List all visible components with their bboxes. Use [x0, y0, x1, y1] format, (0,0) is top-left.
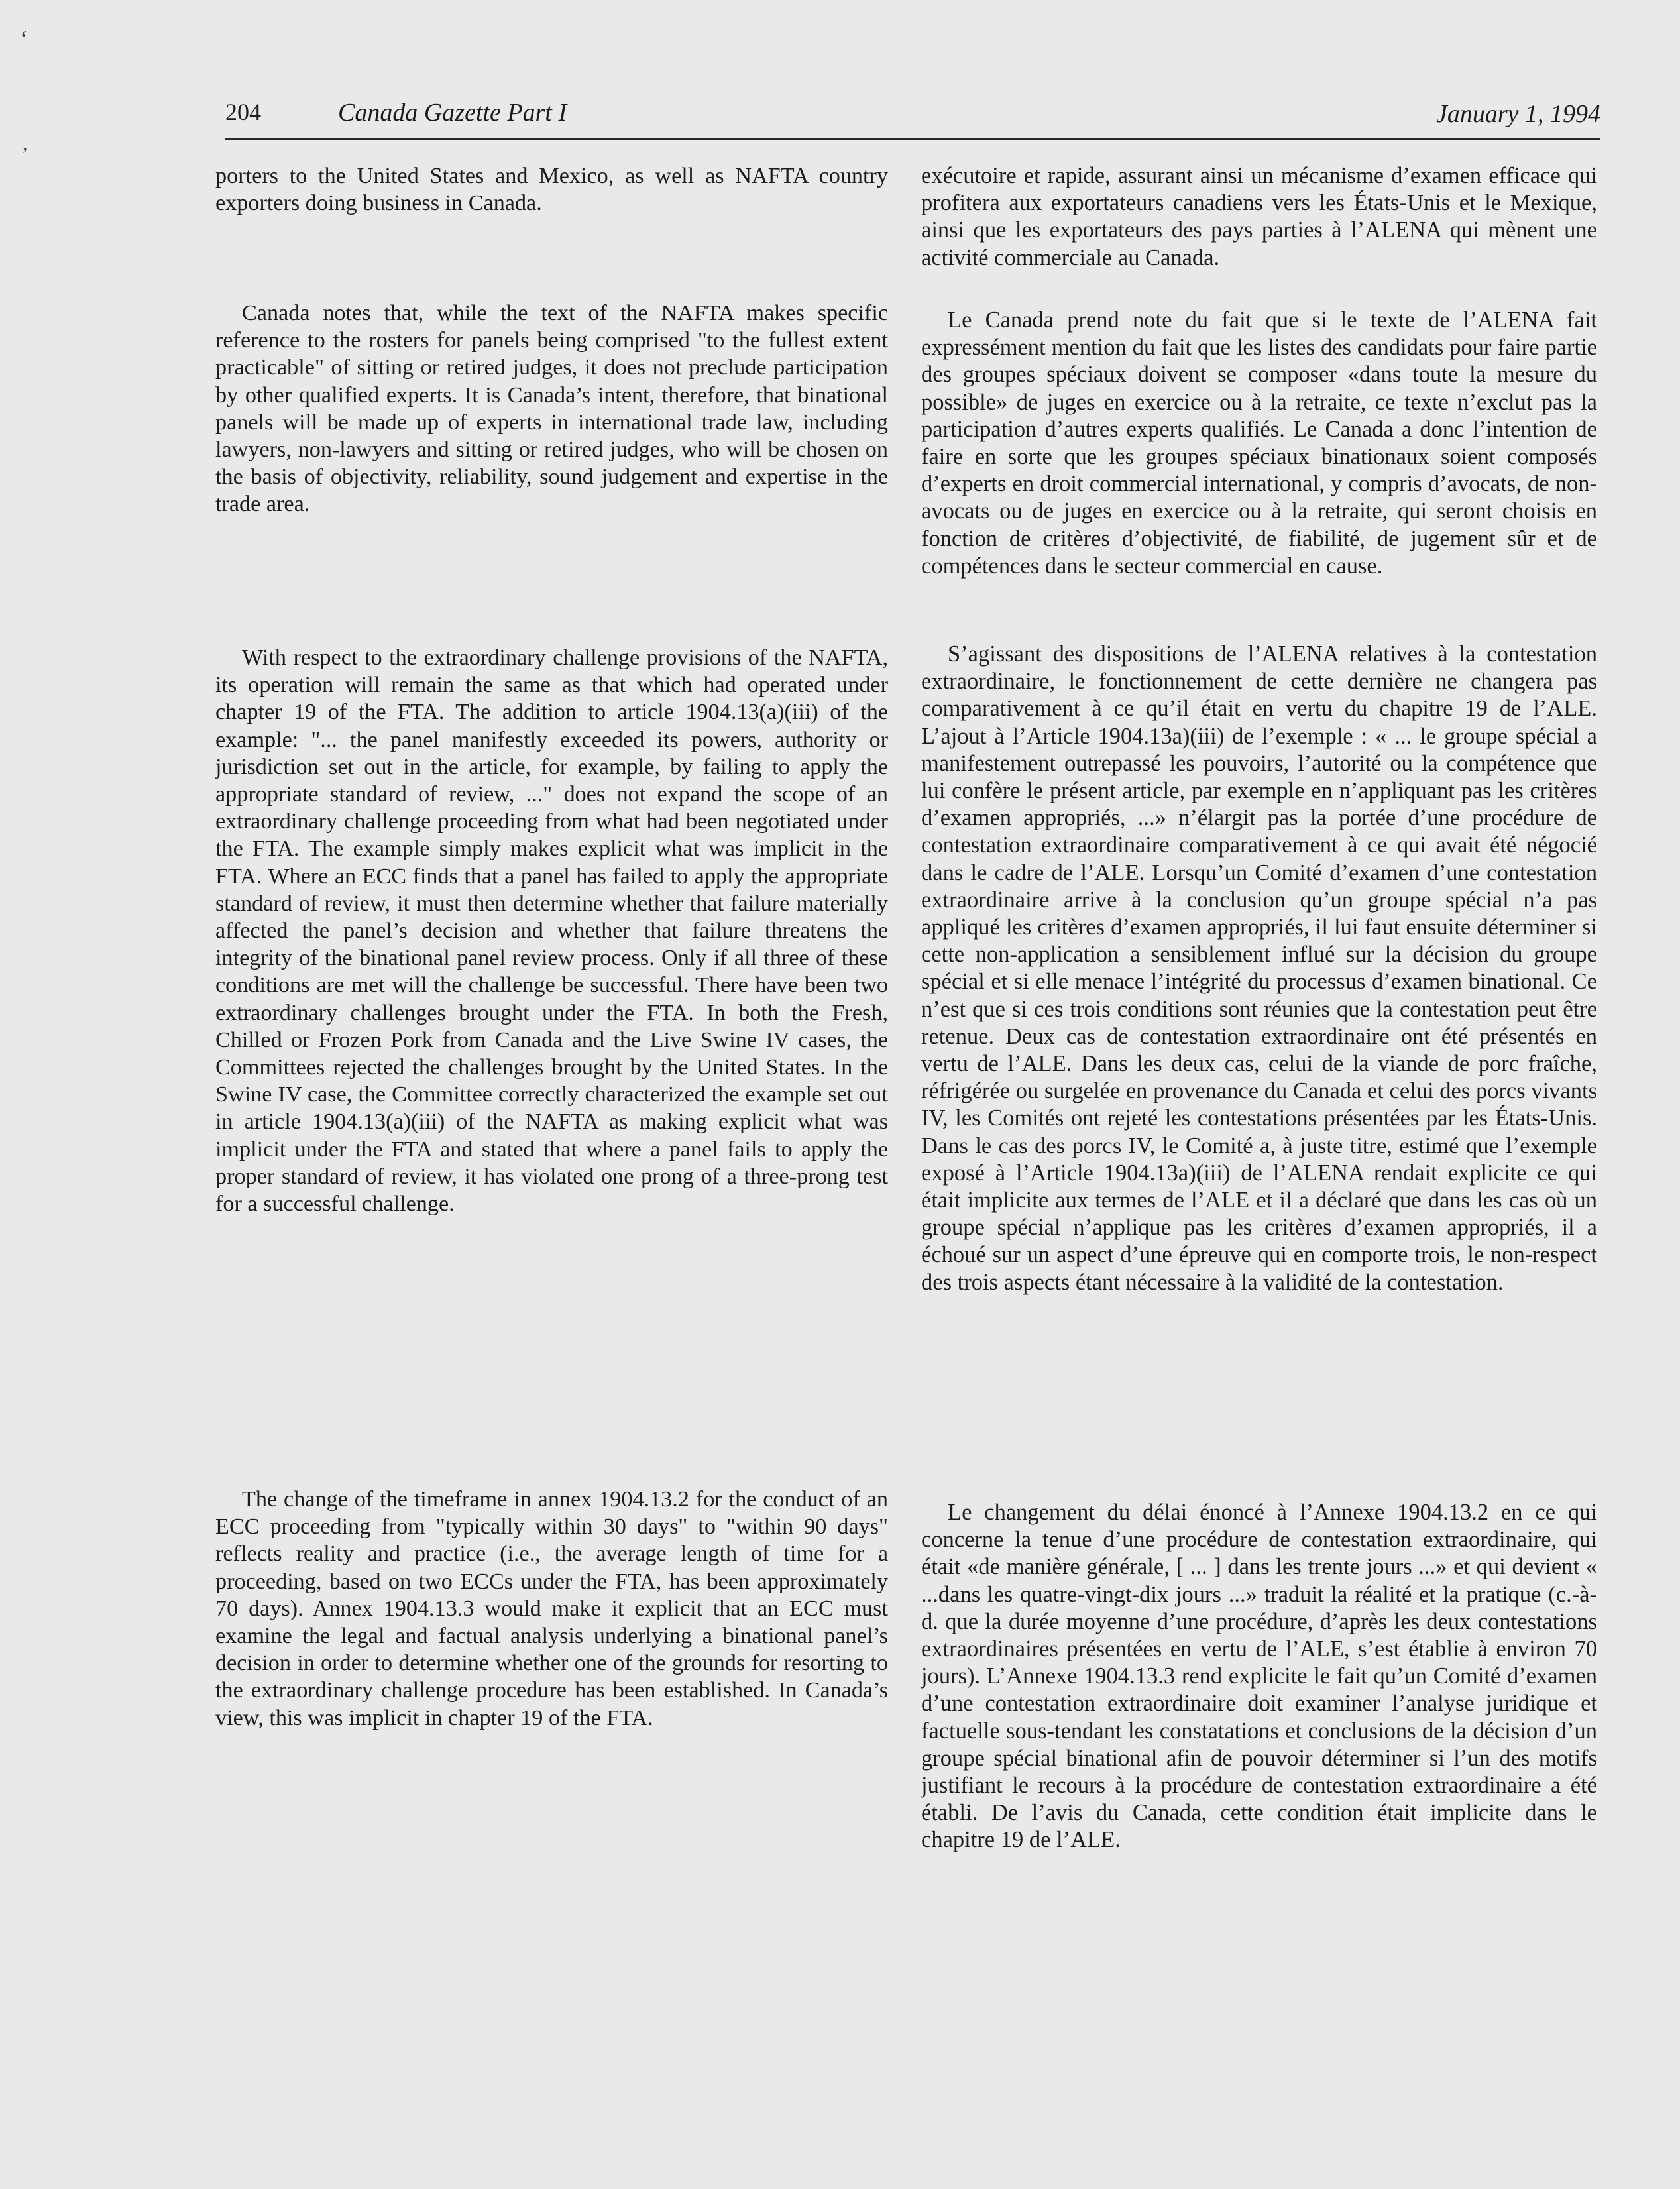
- french-paragraph-4: Le changement du délai énoncé à l’Annexe 1904.13.2 en ce qui concerne la tenue d’une procédure de contestation extraordinaire, qui était «de manière générale, [ ... ] dans les trente jours ...» et qui devient « ...dans les quatre-vingt-dix jours ...» traduit la réalité et la pratique (c.-à-d. que la durée moyenne d’une procédure, d’après les deux contestations extraordinaires présentées en vertu de l’ALE, s’est établie à environ 70 jours). L’Annexe 1904.13.3 rend explicite le fait qu’un Comité d’examen d’une contestation extraordinaire doit examiner l’analyse juridique et factuelle sous-tendant les constatations et conclusions de la décision d’un groupe spécial binational afin de pouvoir déterminer si l’un des motifs justifiant le recours à la procédure de contestation extraordinaire a été établi. De l’avis du Canada, cette condition était implicite dans le chapitre 19 de l’ALE.: [921, 1500, 1597, 1853]
- scan-mark-top: ‘: [20, 26, 28, 52]
- english-paragraph-4: The change of the timeframe in annex 1904.13.2 for the conduct of an ECC proceeding from "typically within 30 days" to "within 90 days" reflects reality and practice (i.e., the average length of time for a proceeding, based on two ECCs under the FTA, has been approximately 70 days). Annex 1904.13.3 would make it explicit that an ECC must examine the legal and factual analysis underlying a binational panel’s decision in order to determine whether one of the grounds for resorting to the extraordinary challenge procedure has been established. In Canada’s view, this was implicit in chapter 19 of the FTA.: [215, 1487, 888, 1730]
- english-paragraph-1: porters to the United States and Mexico, as well as NAFTA country exporters doing business in Canada.: [215, 164, 888, 216]
- french-paragraph-1: exécutoire et rapide, assurant ainsi un mécanisme d’examen efficace qui profitera aux exportateurs canadiens vers les États-Unis et le Mexique, ainsi que les exportateurs des pays parties à l’ALENA qui mènent une activité commerciale au Canada.: [921, 163, 1597, 270]
- page-number: 204: [225, 99, 261, 125]
- english-paragraph-2: Canada notes that, while the text of the NAFTA makes specific reference to the rosters for panels being comprised "to the fullest extent practicable" of sitting or retired judges, it does not preclude participation by other qualified experts. It is Canada’s intent, therefore, that binational panels will be made up of experts in international trade law, including lawyers, non-lawyers and sitting or retired judges, who will be chosen on the basis of objectivity, reliability, sound judgement and expertise in the trade area.: [215, 301, 888, 517]
- french-paragraph-3: S’agissant des dispositions de l’ALENA relatives à la contestation extraordinaire, le fonctionnement de cette dernière ne changera pas comparativement à ce qu’il était en vertu du chapitre 19 de l’ALE. L’ajout à l’Article 1904.13a)(iii) de l’exemple : « ... le groupe spécial a manifestement outrepassé les pouvoirs, l’autorité ou la compétence que lui confère le présent article, par exemple en n’appliquant pas les critères d’examen appropriés, ...» n’élargit pas la portée d’une procédure de contestation extraordinaire comparativement à ce qui avait été négocié dans le cadre de l’ALE. Lorsqu’un Comité d’examen d’une contestation extraordinaire arrive à la conclusion qu’un groupe spécial n’a pas appliqué les critères d’examen appropriés, il lui faut ensuite déterminer si cette non-application a sensiblement influé sur la décision du groupe spécial et si elle menace l’intégrité du processus d’examen binational. Ce n’est que si ces trois conditions sont réunies que la contestation peut être retenue. Deux cas de contestation extraordinaire ont été présentés en vertu de l’ALE. Dans les deux cas, celui de la viande de porc fraîche, réfrigérée ou surgelée en provenance du Canada et celui des porcs vivants IV, les Comités ont rejeté les contestations présentées par les États-Unis. Dans le cas des porcs IV, le Comité a, à juste titre, estimé que l’exemple exposé à l’Article 1904.13a)(iii) de l’ALENA rendait explicite ce qui était implicite aux termes de l’ALE et il a déclaré que dans les cas où un groupe spécial n’applique pas les critères d’examen appropriés, il a échoué sur un aspect d’une épreuve qui en comporte trois, le non-respect des trois aspects étant nécessaire à la validité de la contestation.: [921, 642, 1597, 1295]
- scan-mark-side: ,: [23, 133, 28, 154]
- french-paragraph-2: Le Canada prend note du fait que si le texte de l’ALENA fait expressément mention du fait que les listes des candidats pour faire partie des groupes spéciaux doivent se composer «dans toute la mesure du possible» de juges en exercice ou à la retraite, ce texte n’exclut pas la participation d’autres experts qualifiés. Le Canada a donc l’intention de faire en sorte que les groupes spéciaux binationaux soient composés d’experts en droit commercial international, y compris d’avocats, de non-avocats ou de juges en exercice ou à la retraite, qui seront choisis en fonction de critères d’objectivité, de fiabilité, de jugement sûr et de compétences dans le secteur commercial en cause.: [921, 308, 1597, 579]
- publication-title: Canada Gazette Part I: [338, 99, 567, 127]
- page-header: [225, 98, 1600, 140]
- issue-date: January 1, 1994: [1435, 100, 1600, 128]
- english-paragraph-3: With respect to the extraordinary challenge provisions of the NAFTA, its operation will remain the same as that which had operated under chapter 19 of the FTA. The addition to article 1904.13(a)(iii) of the example: "... the panel manifestly exceeded its powers, authority or jurisdiction set out in the article, for example, by failing to apply the appropriate standard of review, ..." does not expand the scope of an extraordinary challenge proceeding from what had been negotiated under the FTA. The example simply makes explicit what was implicit in the FTA. Where an ECC finds that a panel has failed to apply the appropriate standard of review, it must then determine whether that failure materially affected the panel’s decision and whether that failure threatens the integrity of the binational panel review process. Only if all three of these conditions are met will the challenge be successful. There have been two extraordinary challenges brought under the FTA. In both the Fresh, Chilled or Frozen Pork from Canada and the Live Swine IV cases, the Committees rejected the challenges brought by the United States. In the Swine IV case, the Committee correctly characterized the example set out in article 1904.13(a)(iii) of the NAFTA as making explicit what was implicit under the FTA and stated that where a panel fails to apply the proper standard of review, it has violated one prong of a three-prong test for a successful challenge.: [215, 645, 888, 1217]
